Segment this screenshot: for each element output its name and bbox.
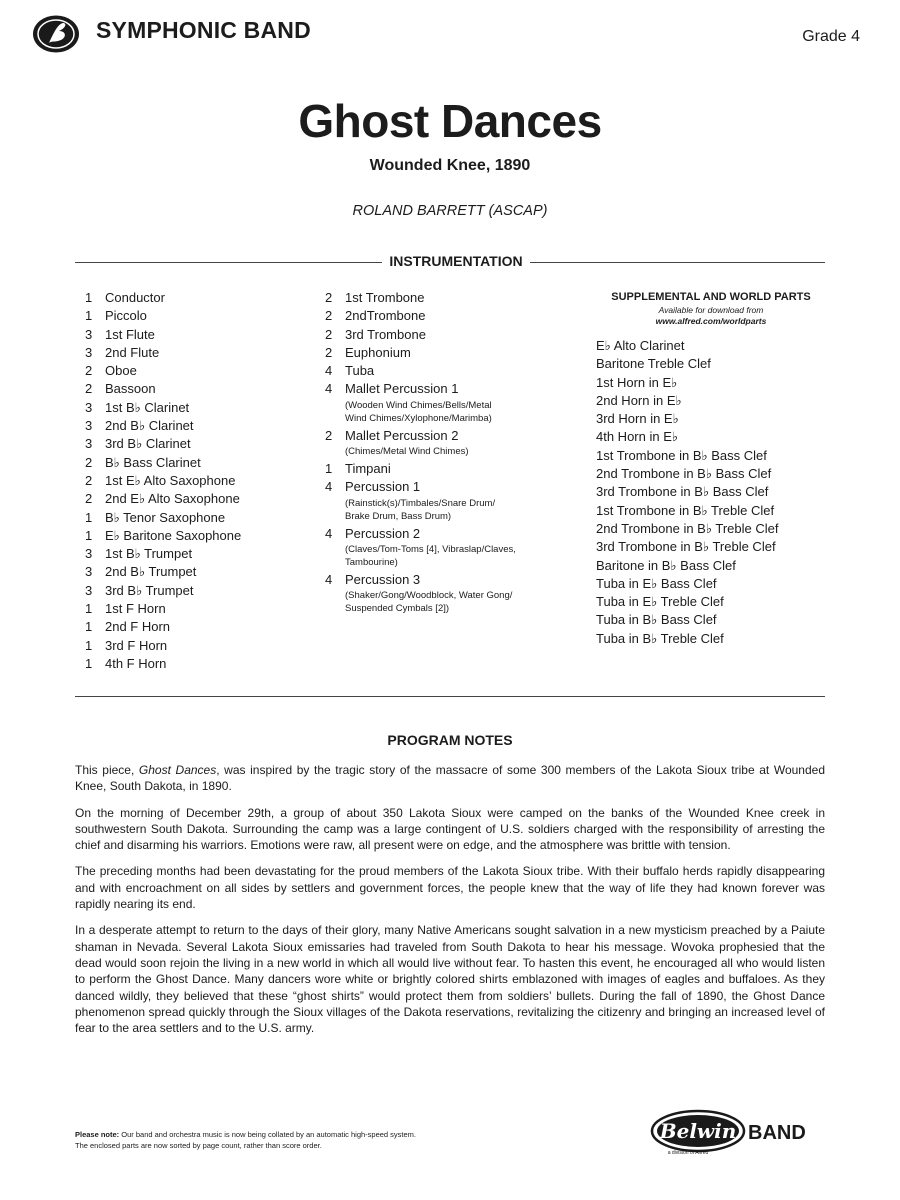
instrument-name: Percussion 1 — [345, 479, 421, 495]
instrument-quantity: 3 — [85, 564, 93, 580]
supplemental-part: Tuba in E♭ Bass Clef — [596, 575, 717, 591]
alfred-logo-icon — [32, 14, 80, 54]
instrument-name: 2nd Flute — [105, 344, 160, 360]
instrument-name: 3rd F Horn — [105, 637, 168, 653]
supplemental-part: 2nd Trombone in B♭ Bass Clef — [596, 466, 772, 482]
instrument-row — [85, 435, 285, 453]
instrument-row — [85, 655, 285, 673]
supplemental-part: Tuba in B♭ Bass Clef — [596, 612, 717, 628]
instrument-name: Conductor — [105, 290, 165, 305]
instrument-quantity: 1 — [85, 308, 93, 324]
instrument-row — [85, 454, 285, 472]
instrument-quantity: 3 — [85, 344, 93, 360]
instrument-row — [325, 307, 575, 325]
instrument-row — [85, 618, 285, 636]
instrument-name: Tuba — [345, 363, 375, 379]
supplemental-part: 3rd Trombone in B♭ Treble Clef — [596, 539, 776, 555]
instrument-quantity: 1 — [85, 619, 93, 635]
instrument-quantity: 3 — [85, 582, 93, 598]
instrument-quantity: 2 — [325, 427, 333, 443]
instrument-quantity: 2 — [325, 344, 333, 360]
instrument-name: 2nd E♭ Alto Saxophone — [105, 491, 240, 507]
instrument-quantity: 1 — [85, 290, 93, 305]
instrument-detail: (Shaker/Gong/Woodblock, Water Gong/ Suspended Cymbals [2]) — [345, 590, 513, 615]
instrument-row — [85, 509, 285, 527]
instrument-name: B♭ Tenor Saxophone — [105, 509, 226, 525]
instrument-quantity: 1 — [85, 601, 93, 617]
instrument-quantity: 4 — [325, 525, 333, 541]
grade-label: Grade 4 — [802, 28, 860, 45]
instrument-row — [85, 600, 285, 618]
instrumentation-heading — [0, 253, 900, 269]
instrument-row — [85, 326, 285, 344]
instrument-row — [85, 563, 285, 581]
supplemental-part: 3rd Horn in E♭ — [596, 411, 679, 427]
belwin-band-logo-icon — [650, 1108, 830, 1156]
instrument-row — [325, 571, 575, 589]
supplemental-part: 4th Horn in E♭ — [596, 429, 679, 445]
instrument-row — [85, 637, 285, 655]
instrument-quantity: 2 — [325, 290, 333, 305]
instrument-row — [325, 460, 575, 478]
supplemental-heading: SUPPLEMENTAL AND WORLD PARTS — [611, 291, 811, 303]
program-notes-paragraph-4: In a desperate attempt to return to the days of their glory, many Native Americans sought salvation in a new mysticism preached by a Paiute shaman in Nevada. Several Lakota Sioux emissaries had traveled from South Dakota to hear his message. Wovoka prophesied that the dead would soon rejoin the living in a new world in which all would live without fear. To hasten this event, he encouraged all who would listen to perform the Ghost Dance. Many dancers wore white or brightly colored shirts emblazoned with images of eagles and buffaloes. As they danced wildly, they believed that these “ghost shirts” would protect them from soldiers’ bullets. During the fall of 1890, the Ghost Dance phenomenon spread quickly through the Sioux villages of the Dakota reservations, revitalizing the citizenry and bringing an increased level of fear to the area settlers and to the U.S. army. — [75, 923, 825, 1036]
instrument-quantity: 2 — [85, 363, 93, 379]
instrument-quantity: 2 — [85, 472, 93, 488]
instrument-detail: (Wooden Wind Chimes/Bells/Metal Wind Chimes/Xylophone/Marimba) — [345, 399, 492, 424]
program-notes-body — [75, 762, 825, 1046]
instrument-row — [85, 344, 285, 362]
instrument-row — [85, 362, 285, 380]
instrument-quantity: 1 — [85, 655, 93, 671]
instrument-row — [85, 582, 285, 600]
supplemental-part: Baritone in B♭ Bass Clef — [596, 557, 736, 573]
instrument-name: 1st B♭ Trumpet — [105, 546, 193, 562]
instrument-detail: (Chimes/Metal Wind Chimes) — [345, 446, 469, 458]
supplemental-part: 2nd Trombone in B♭ Treble Clef — [596, 520, 779, 536]
instrument-name: Euphonium — [345, 344, 411, 360]
series-title: SYMPHONIC BAND — [96, 17, 311, 43]
instrument-name: 2nd F Horn — [105, 619, 171, 635]
instrument-detail: (Claves/Tom-Toms [4], Vibraslap/Claves, Tambourine) — [345, 543, 516, 568]
program-notes-paragraph-1 — [75, 762, 825, 795]
belwin-script-text: Belwin — [659, 1119, 737, 1143]
collation-note-line-1: Our band and orchestra music is now being collated by an automatic high-speed system. — [119, 1130, 417, 1139]
instrument-quantity: 2 — [325, 308, 333, 324]
instrument-quantity: 4 — [325, 381, 333, 397]
composer-credit: ROLAND BARRETT (ASCAP) — [352, 203, 548, 219]
notes-text: This piece, — [75, 763, 139, 777]
band-wordmark: BAND — [748, 1122, 806, 1144]
instrument-quantity: 2 — [85, 454, 93, 470]
instrument-quantity: 1 — [85, 637, 93, 653]
instrument-row — [85, 307, 285, 325]
instrument-name: Oboe — [105, 363, 137, 379]
instrument-row — [325, 427, 575, 445]
belwin-tagline: a division of Alfred — [667, 1150, 709, 1156]
supplemental-part: 3rd Trombone in B♭ Bass Clef — [596, 484, 769, 500]
supplemental-parts-column — [596, 289, 826, 648]
program-notes-heading: PROGRAM NOTES — [387, 732, 513, 748]
instrument-row — [85, 490, 285, 508]
instrument-row — [85, 289, 285, 307]
supplemental-part: Baritone Treble Clef — [596, 356, 711, 372]
supplemental-url: www.alfred.com/worldparts — [655, 316, 767, 326]
instrument-quantity: 3 — [85, 546, 93, 562]
instrument-quantity: 2 — [85, 381, 93, 397]
instrument-name: Timpani — [345, 461, 391, 477]
instrument-name: Mallet Percussion 2 — [345, 427, 459, 443]
piece-title: Ghost Dances — [298, 95, 602, 147]
supplemental-part: Tuba in E♭ Treble Clef — [596, 594, 724, 610]
instrument-row — [325, 362, 575, 380]
instrument-name: 2ndTrombone — [345, 308, 426, 324]
collation-note-line-2: The enclosed parts are now sorted by page count, rather than score order. — [75, 1141, 322, 1150]
instrument-row — [85, 399, 285, 417]
instrument-name: 3rd B♭ Clarinet — [105, 436, 191, 452]
instrument-name: Percussion 3 — [345, 571, 421, 587]
instrument-name: Piccolo — [105, 308, 147, 324]
piece-subtitle: Wounded Knee, 1890 — [369, 157, 531, 174]
supplemental-part: E♭ Alto Clarinet — [596, 338, 685, 353]
instrument-quantity: 4 — [325, 571, 333, 587]
instrument-name: 1st Trombone — [345, 290, 425, 305]
supplemental-part: 1st Trombone in B♭ Treble Clef — [596, 502, 775, 518]
instrument-name: 3rd Trombone — [345, 326, 426, 342]
instrument-quantity: 2 — [325, 326, 333, 342]
notes-piece-title: Ghost Dances — [138, 763, 217, 777]
instrument-name: Percussion 2 — [345, 525, 421, 541]
instrument-list-column-1 — [85, 289, 285, 673]
instrument-list-column-2 — [325, 289, 575, 617]
instrument-name: 3rd B♭ Trumpet — [105, 582, 194, 598]
instrument-quantity: 3 — [85, 418, 93, 434]
supplemental-part: 1st Horn in E♭ — [596, 374, 678, 390]
instrument-row — [325, 478, 575, 496]
instrument-row — [325, 344, 575, 362]
program-notes-paragraph-2: On the morning of December 29th, a group of about 350 Lakota Sioux were camped on the banks of the Wounded Knee creek in southwestern South Dakota. Surrounding the camp was a large contingent of U.S. soldiers charged with the responsibility of arresting the chief and disarming his warriors. Emotions were raw, all present were on edge, and the atmosphere was brittle with tension. — [75, 805, 825, 853]
instrument-quantity: 1 — [85, 527, 93, 543]
supplemental-availability: Available for download from — [658, 305, 764, 315]
instrument-name: 2nd B♭ Trumpet — [105, 564, 197, 580]
instrument-row — [85, 380, 285, 398]
instrument-row — [325, 380, 575, 398]
instrument-quantity: 4 — [325, 479, 333, 495]
instrument-name: 4th F Horn — [105, 655, 167, 671]
instrument-name: E♭ Baritone Saxophone — [105, 527, 242, 543]
instrument-row — [325, 525, 575, 543]
instrument-row — [85, 545, 285, 563]
instrument-row — [325, 326, 575, 344]
instrument-quantity: 4 — [325, 363, 333, 379]
instrument-name: Mallet Percussion 1 — [345, 381, 459, 397]
instrument-name: 1st B♭ Clarinet — [105, 399, 190, 415]
supplemental-part: 2nd Horn in E♭ — [596, 392, 682, 408]
supplemental-part: 1st Trombone in B♭ Bass Clef — [596, 447, 767, 463]
section-divider — [75, 696, 825, 697]
instrument-name: 1st F Horn — [105, 601, 166, 617]
collation-note — [75, 1129, 416, 1151]
instrument-quantity: 3 — [85, 399, 93, 415]
instrumentation-heading-text: INSTRUMENTATION — [382, 253, 529, 269]
notes-text: , was inspired by the tragic story of the massacre of some 300 members of the Lakota Sioux tribe at Wounded Knee, South Dakota, in 1890. — [75, 763, 826, 794]
instrument-name: 1st E♭ Alto Saxophone — [105, 472, 236, 488]
instrument-quantity: 1 — [325, 461, 333, 477]
instrument-name: 2nd B♭ Clarinet — [105, 418, 194, 434]
collation-note-label: Please note: — [75, 1130, 120, 1139]
instrument-quantity: 3 — [85, 326, 93, 342]
instrument-detail: (Rainstick(s)/Timbales/Snare Drum/ Brake Drum, Bass Drum) — [345, 497, 496, 522]
instrument-name: B♭ Bass Clarinet — [105, 454, 201, 470]
instrument-quantity: 3 — [85, 436, 93, 452]
supplemental-list — [596, 337, 826, 648]
instrument-name: 1st Flute — [105, 326, 155, 342]
program-notes-paragraph-3: The preceding months had been devastating for the proud members of the Lakota Sioux tribe. With their buffalo herds rapidly disappearing and with encroachment on all sides by settlers and government forces, the people knew that the way of life they had known forever was rapidly nearing its end. — [75, 864, 825, 912]
instrument-name: Bassoon — [105, 381, 156, 397]
instrument-quantity: 1 — [85, 509, 93, 525]
instrument-row — [325, 289, 575, 307]
instrument-row — [85, 527, 285, 545]
supplemental-part: Tuba in B♭ Treble Clef — [596, 630, 724, 646]
instrument-quantity: 2 — [85, 491, 93, 507]
instrument-row — [85, 472, 285, 490]
instrument-row — [85, 417, 285, 435]
